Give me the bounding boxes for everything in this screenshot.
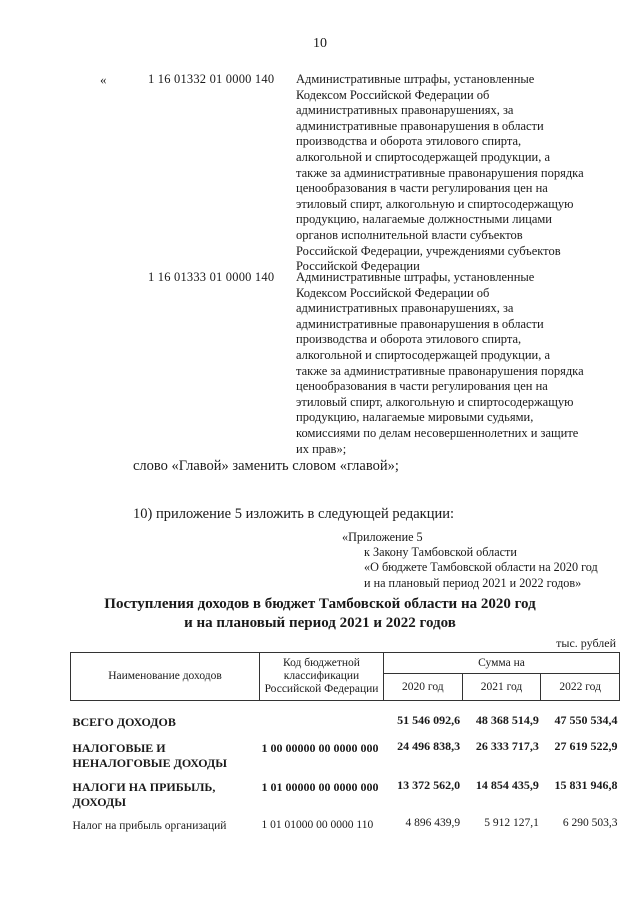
desc-line: Кодексом Российской Федерации об bbox=[296, 285, 490, 300]
units-label: тыс. рублей bbox=[556, 636, 616, 650]
table-header-row bbox=[71, 653, 620, 674]
table-row bbox=[71, 813, 620, 837]
desc-line: Административные штрафы, установленные bbox=[296, 270, 535, 284]
entry-description bbox=[296, 270, 616, 457]
desc-line: Российской Федерации, учреждениями субъектов bbox=[296, 243, 561, 258]
desc-line: административных правонарушениях, за bbox=[296, 103, 514, 118]
desc-line: ценообразования в части регулирования цен на bbox=[296, 181, 548, 196]
row-name: ВСЕГО ДОХОДОВ bbox=[72, 715, 176, 729]
desc-line: Российской Федерации bbox=[296, 259, 420, 274]
title-line: Поступления доходов в бюджет Тамбовской области на 2020 год bbox=[104, 596, 536, 612]
row-value-2020: 24 496 838,3 bbox=[397, 739, 461, 753]
header-year: 2022 год bbox=[541, 674, 620, 701]
desc-line: Административные штрафы, установленные bbox=[296, 72, 535, 86]
row-name: НАЛОГОВЫЕ И НЕНАЛОГОВЫЕ ДОХОДЫ bbox=[72, 741, 228, 770]
desc-line: алкогольной и спиртосодержащей продукции, а bbox=[296, 149, 551, 164]
row-value-2021: 5 912 127,1 bbox=[484, 817, 539, 829]
row-code: 1 00 00000 00 0000 000 bbox=[261, 741, 379, 755]
appendix-line: «О бюджете Тамбовской области на 2020 год bbox=[364, 560, 598, 575]
desc-line: этиловый спирт, алкогольную и спиртосодержащую bbox=[296, 394, 574, 409]
desc-line: их прав»; bbox=[296, 441, 347, 456]
row-code bbox=[260, 701, 384, 734]
replace-instruction: слово «Главой» заменить словом «главой»; bbox=[133, 458, 399, 474]
header-sum: Сумма на bbox=[384, 653, 620, 674]
appendix-line: к Закону Тамбовской области bbox=[364, 545, 517, 560]
row-value-2021: 48 368 514,9 bbox=[475, 713, 539, 727]
row-value-2020: 51 546 092,6 bbox=[397, 713, 461, 727]
document-title bbox=[0, 595, 640, 633]
desc-line: административных правонарушениях, за bbox=[296, 301, 514, 316]
desc-line: ценообразования в части регулирования цен на bbox=[296, 379, 548, 394]
row-value-2022: 15 831 946,8 bbox=[554, 778, 618, 792]
appendix-header bbox=[342, 530, 598, 591]
appendix-line: и на плановый период 2021 и 2022 годов» bbox=[364, 575, 582, 590]
title-line: и на плановый период 2021 и 2022 годов bbox=[184, 615, 456, 631]
desc-line: продукцию, налагаемые мировыми судьями, bbox=[296, 410, 534, 425]
row-value-2022: 47 550 534,4 bbox=[554, 713, 618, 727]
row-value-2022: 27 619 522,9 bbox=[554, 739, 618, 753]
appendix-line: «Приложение 5 bbox=[342, 530, 423, 544]
revenue-table bbox=[70, 652, 620, 837]
header-code: Код бюджетной классификации Российской Федерации bbox=[260, 653, 384, 701]
row-value-2021: 26 333 717,3 bbox=[475, 739, 539, 753]
row-value-2020: 13 372 562,0 bbox=[397, 778, 461, 792]
header-year: 2021 год bbox=[462, 674, 541, 701]
desc-line: административные правонарушения в области bbox=[296, 316, 544, 331]
desc-line: Кодексом Российской Федерации об bbox=[296, 87, 490, 102]
table-row bbox=[71, 701, 620, 734]
header-name: Наименование доходов bbox=[71, 653, 260, 701]
row-code: 1 01 00000 00 0000 000 bbox=[261, 780, 379, 794]
desc-line: комиссиями по делам несовершеннолетних и защите bbox=[296, 425, 579, 440]
desc-line: производства и оборота этилового спирта, bbox=[296, 332, 522, 347]
desc-line: алкогольной и спиртосодержащей продукции, а bbox=[296, 347, 551, 362]
row-name: НАЛОГИ НА ПРИБЫЛЬ, ДОХОДЫ bbox=[72, 780, 216, 809]
row-value-2020: 4 896 439,9 bbox=[405, 817, 461, 829]
header-year: 2020 год bbox=[384, 674, 463, 701]
table-row bbox=[71, 733, 620, 774]
entry-description bbox=[296, 72, 616, 275]
entry-code: 1 16 01332 01 0000 140 bbox=[148, 72, 275, 86]
row-value-2022: 6 290 503,3 bbox=[562, 817, 618, 829]
opening-quote: « bbox=[100, 72, 107, 87]
desc-line: также за административные правонарушения порядка bbox=[296, 165, 584, 180]
desc-line: административные правонарушения в области bbox=[296, 118, 544, 133]
desc-line: продукцию, налагаемые должностными лицами bbox=[296, 212, 552, 227]
table-row bbox=[71, 774, 620, 813]
desc-line: также за административные правонарушения порядка bbox=[296, 363, 584, 378]
item-10-instruction: 10) приложение 5 изложить в следующей редакции: bbox=[133, 506, 455, 522]
desc-line: производства и оборота этилового спирта, bbox=[296, 134, 522, 149]
row-name: Налог на прибыль организаций bbox=[72, 820, 227, 832]
row-value-2021: 14 854 435,9 bbox=[475, 778, 539, 792]
row-code: 1 01 01000 00 0000 110 bbox=[261, 819, 374, 831]
desc-line: органов исполнительной власти субъектов bbox=[296, 227, 523, 242]
entry-code: 1 16 01333 01 0000 140 bbox=[148, 270, 275, 284]
desc-line: этиловый спирт, алкогольную и спиртосодержащую bbox=[296, 196, 574, 211]
page-number: 10 bbox=[313, 36, 327, 51]
